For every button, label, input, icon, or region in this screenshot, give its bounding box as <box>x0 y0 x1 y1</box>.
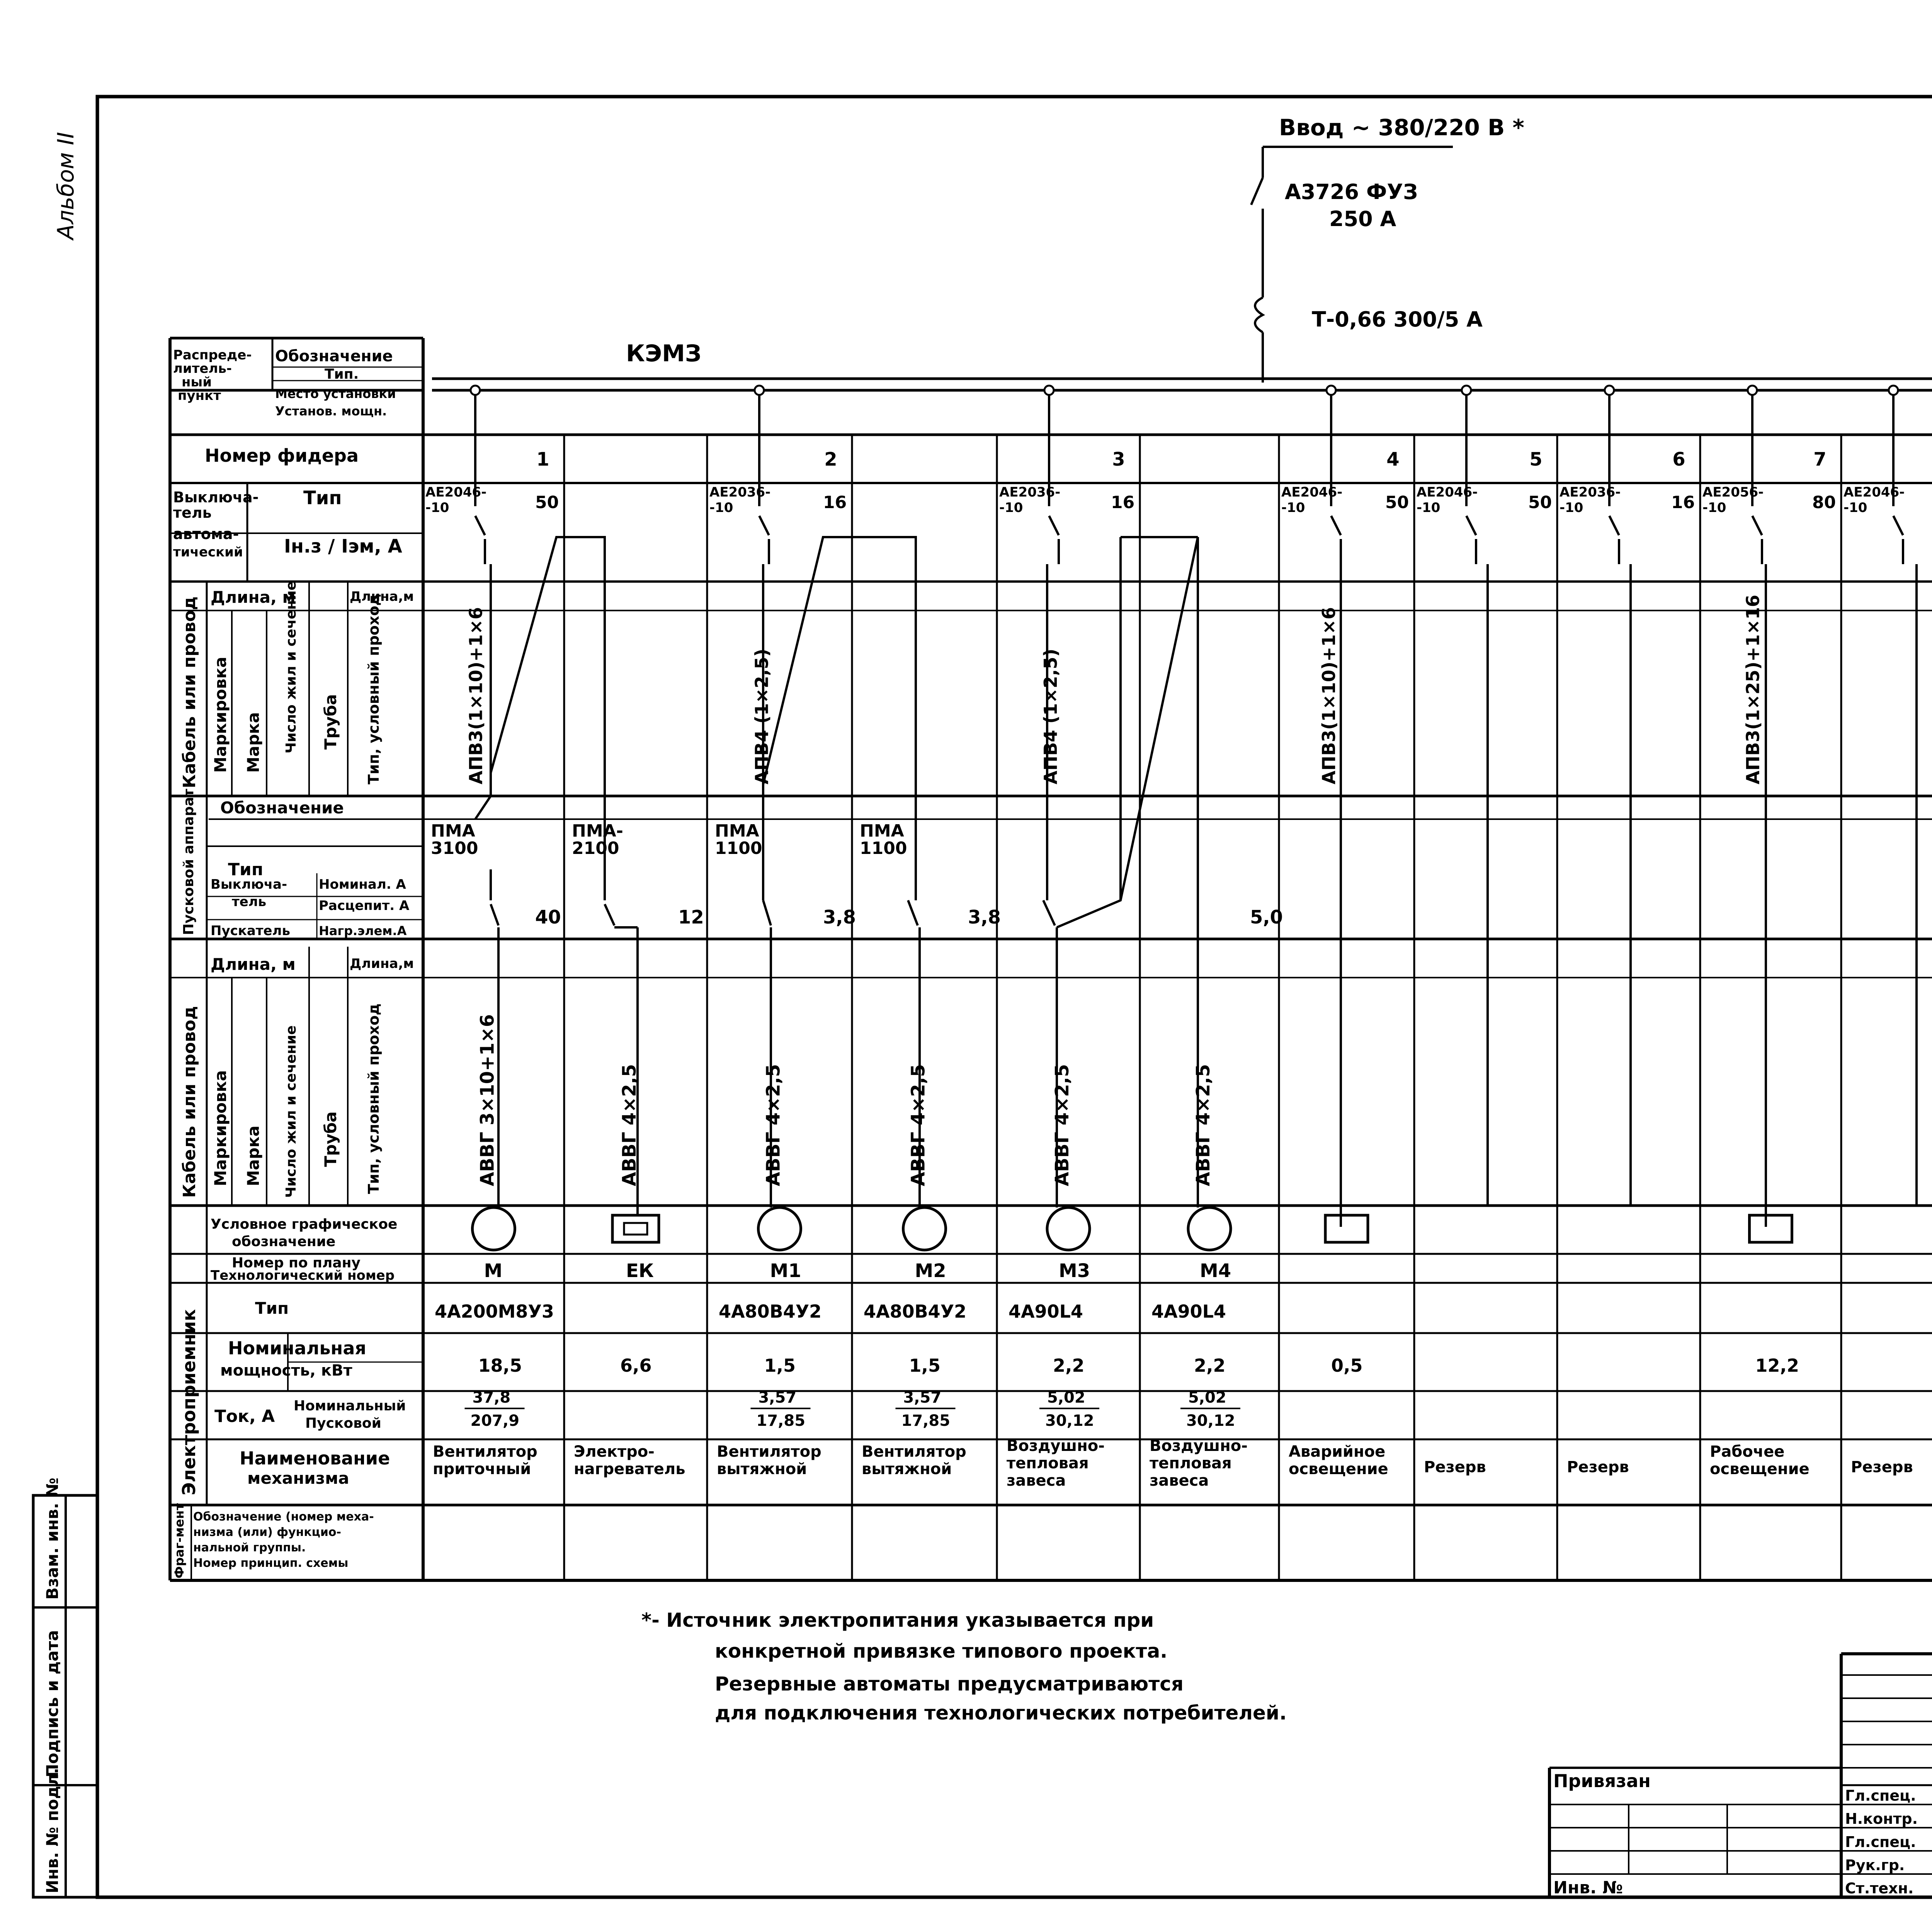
label-fragment-desc-0: Обозначение (номер меха- <box>193 1510 374 1524</box>
receiver-power: 0,5 <box>1331 1355 1363 1376</box>
label-pipe-type-1: Тип, условный проход <box>365 594 382 784</box>
breaker-type: -10 <box>1417 500 1440 515</box>
current-nominal: 5,02 <box>1047 1389 1085 1406</box>
stamp-vzam-inv: Взам. инв. № <box>43 1478 62 1600</box>
breaker-type: АЕ2056- <box>1702 485 1764 500</box>
label-cores-2: Число жил и сечение <box>283 1025 299 1198</box>
motor-symbol <box>759 1208 801 1250</box>
starter-type: ПМА <box>431 821 475 841</box>
mechanism-name: тепловая <box>1007 1454 1089 1472</box>
label-breaker-0: Выключа- <box>173 489 259 506</box>
cable-upper: АПВ4 (1×2,5) <box>751 648 772 784</box>
label-starter: Пусковой аппарат <box>181 789 197 935</box>
breaker-type: -10 <box>1702 500 1726 515</box>
feeder-number: 6 <box>1672 449 1685 470</box>
input-breaker: А3726 ФУЗ <box>1285 180 1418 204</box>
label-fragment-desc-2: нальной группы. <box>193 1541 306 1554</box>
current-start: 17,85 <box>756 1412 806 1430</box>
feeder-number: 5 <box>1529 449 1543 470</box>
receiver-type: 4А90L4 <box>1151 1301 1226 1322</box>
plan-number: М3 <box>1059 1260 1090 1282</box>
breaker-contact <box>1331 516 1341 535</box>
label-cable-2: Кабель или провод <box>180 1006 199 1198</box>
mechanism-name: Резерв <box>1851 1458 1913 1476</box>
label-dist-point-0: Распреде- <box>173 347 252 363</box>
plan-number: М <box>484 1260 503 1282</box>
label-starter-nominal: Номинал. А <box>319 877 406 892</box>
motor-symbol <box>473 1208 515 1250</box>
label-dist-power: Установ. мощн. <box>275 404 387 418</box>
breaker-contact <box>475 516 485 535</box>
album-label: Альбом II <box>53 132 79 240</box>
receiver-type: 4А200М8У3 <box>435 1301 554 1322</box>
label-dist-type: Тип. <box>325 366 359 382</box>
staff-role: Гл.спец. <box>1845 1833 1916 1850</box>
mechanism-name: завеса <box>1007 1472 1066 1490</box>
cable-upper: АПВ4 (1×2,5) <box>1040 648 1061 784</box>
label-feeder-number: Номер фидера <box>205 445 359 466</box>
cable-lower: АВВГ 4×2,5 <box>619 1064 640 1186</box>
motor-symbol <box>1188 1208 1231 1250</box>
label-brand-2: Марка <box>244 1125 263 1186</box>
bound-label: Привязан <box>1553 1770 1651 1791</box>
bus-tap <box>1605 386 1614 395</box>
label-breaker-2: автома- <box>173 526 239 543</box>
mechanism-name: вытяжной <box>717 1460 807 1478</box>
label-breaker-1: тель <box>173 504 212 521</box>
receiver-power: 1,5 <box>764 1355 796 1376</box>
stamp-inv-podl: Инв. № подл. <box>43 1768 62 1893</box>
label-plan-0: Номер по плану <box>232 1255 361 1271</box>
breaker-contact <box>1049 516 1059 535</box>
motor-symbol <box>1047 1208 1090 1250</box>
breaker-contact <box>1609 516 1619 535</box>
starter-value: 3,8 <box>968 906 1001 928</box>
feeder-number: 3 <box>1112 449 1125 470</box>
label-pipe-2: Труба <box>321 1111 340 1167</box>
breaker-current: 80 <box>1812 493 1836 512</box>
label-cores-1: Число жил и сечение <box>283 581 299 753</box>
mechanism-name: тепловая <box>1150 1454 1232 1472</box>
label-power-0: Номинальная <box>228 1338 366 1359</box>
motor-symbol <box>903 1208 946 1250</box>
label-length-1: Длина, м <box>211 588 296 607</box>
busbar-label: КЭМЗ <box>626 340 702 367</box>
label-starter-designation: Обозначение <box>220 798 344 817</box>
label-dist-point-1: литель- <box>173 361 232 376</box>
mechanism-name: Воздушно- <box>1150 1437 1248 1455</box>
inv-label: Инв. № <box>1553 1878 1623 1898</box>
lamp-symbol <box>1325 1215 1368 1242</box>
current-nominal: 3,57 <box>903 1389 942 1406</box>
label-fragment-desc-3: Номер принцип. схемы <box>193 1556 349 1570</box>
starter-value: 12 <box>678 906 704 928</box>
breaker-current: 16 <box>823 493 847 512</box>
label-dist-point-2: ный <box>182 374 212 390</box>
feeder-number: 4 <box>1386 449 1400 470</box>
label-mech-name-0: Наименование <box>240 1448 390 1469</box>
current-start: 30,12 <box>1045 1412 1094 1430</box>
bus-tap <box>471 386 480 395</box>
label-symbol-1: обозначение <box>232 1234 336 1250</box>
breaker-current: 50 <box>535 493 559 512</box>
label-marking-1: Маркировка <box>211 656 230 773</box>
label-marking-2: Маркировка <box>211 1070 230 1186</box>
current-nominal: 3,57 <box>758 1389 797 1406</box>
cable-upper: АПВ3(1×10)+1×6 <box>1318 607 1339 784</box>
label-fragment-desc-1: низма (или) функцио- <box>193 1526 341 1539</box>
receiver-type: 4А80В4У2 <box>864 1301 967 1322</box>
input-section <box>1251 114 1524 383</box>
label-starter-starter: Пускатель <box>211 923 290 939</box>
breaker-type: -10 <box>1844 500 1867 515</box>
starter-type: ПМА- <box>572 821 623 841</box>
label-starter-switch-0: Выключа- <box>211 877 287 892</box>
mechanism-name: Вентилятор <box>717 1443 821 1461</box>
input-label: Ввод ~ 380/220 В * <box>1279 114 1524 141</box>
mechanism-name: вытяжной <box>862 1460 952 1478</box>
current-start: 17,85 <box>901 1412 951 1430</box>
breaker-type: АЕ2046- <box>1417 485 1478 500</box>
breaker-type: -10 <box>709 500 733 515</box>
starter-contact <box>908 900 918 925</box>
breaker-type: АЕ2036- <box>999 485 1061 500</box>
label-starter-switch-1: тель <box>232 894 267 910</box>
heater-symbol <box>612 1215 659 1242</box>
breaker-type: АЕ2036- <box>709 485 771 500</box>
breaker-type: АЕ2036- <box>1560 485 1621 500</box>
receiver-power: 12,2 <box>1755 1355 1799 1376</box>
cable-lower: АВВГ 4×2,5 <box>762 1064 784 1186</box>
starter-contact <box>491 904 498 925</box>
label-receiver: Электроприемник <box>179 1309 199 1495</box>
starter-type: 1100 <box>860 838 907 858</box>
label-plan-1: Технологический номер <box>211 1268 395 1283</box>
staff-role: Гл.спец. <box>1845 1787 1916 1804</box>
receiver-power: 6,6 <box>620 1355 652 1376</box>
mechanism-name: освещение <box>1289 1460 1388 1478</box>
plan-number: М1 <box>770 1260 801 1282</box>
bus-tap <box>1327 386 1336 395</box>
mechanism-name: Электро- <box>574 1443 655 1461</box>
cable-lower: АВВГ 4×2,5 <box>1051 1064 1073 1186</box>
label-current-start: Пусковой <box>305 1415 381 1431</box>
label-dist-designation: Обозначение <box>275 347 393 365</box>
receiver-type: 4А90L4 <box>1009 1301 1083 1322</box>
wire <box>475 796 491 819</box>
breaker-type: АЕ2046- <box>425 485 487 500</box>
receiver-type: 4А80В4У2 <box>719 1301 822 1322</box>
label-dist-point-3: пункт <box>178 388 221 403</box>
mechanism-name: Резерв <box>1567 1458 1629 1476</box>
cable-lower: АВВГ 4×2,5 <box>1192 1064 1214 1186</box>
starter-contact <box>1043 900 1055 925</box>
current-nominal: 37,8 <box>472 1389 511 1406</box>
label-power-1: мощность, кВт <box>220 1362 352 1379</box>
current-nominal: 5,02 <box>1188 1389 1226 1406</box>
label-breaker-type: Тип <box>303 487 342 509</box>
receiver-power: 2,2 <box>1194 1355 1226 1376</box>
staff-role: Н.контр. <box>1845 1810 1918 1827</box>
bus-tap <box>1044 386 1054 395</box>
note-line-0: *- Источник электропитания указывается при <box>641 1609 1154 1631</box>
receiver-power: 18,5 <box>478 1355 522 1376</box>
label-starter-heat: Нагр.элем.А <box>319 923 407 938</box>
starter-type: 3100 <box>431 838 478 858</box>
breaker-contact <box>1893 516 1903 535</box>
label-breaker-current: Iн.з / Iэм, А <box>284 536 402 557</box>
bus-tap <box>1748 386 1757 395</box>
input-breaker-current: 250 А <box>1329 207 1396 231</box>
starter-type: 2100 <box>572 838 619 858</box>
breaker-type: -10 <box>425 500 449 515</box>
receiver-power: 2,2 <box>1053 1355 1085 1376</box>
heater-inner <box>624 1223 647 1235</box>
feeder-number: 1 <box>536 449 549 470</box>
cable-upper: АПВ3(1×25)+1×16 <box>1742 595 1764 784</box>
plan-number: ЕК <box>626 1260 654 1282</box>
mechanism-name: освещение <box>1710 1460 1810 1478</box>
cable-upper: АПВ3(1×10)+1×6 <box>465 607 486 784</box>
label-rec-type: Тип <box>255 1299 289 1318</box>
starter-type: ПМА <box>860 821 904 841</box>
feeder-number: 2 <box>824 449 837 470</box>
label-current-nominal: Номинальный <box>294 1398 406 1414</box>
breaker-type: АЕ2046- <box>1844 485 1905 500</box>
staff-role: Рук.гр. <box>1845 1857 1905 1874</box>
busbar <box>432 340 1932 390</box>
mechanism-name: Воздушно- <box>1007 1437 1105 1455</box>
starter-contact <box>763 900 771 925</box>
breaker-type: -10 <box>1560 500 1583 515</box>
mechanism-name: Вентилятор <box>433 1443 537 1461</box>
breaker-contact <box>1752 516 1762 535</box>
breaker-current: 16 <box>1671 493 1695 512</box>
note-line-2: Резервные автоматы предусматриваются <box>715 1673 1184 1695</box>
note-line-3: для подключения технологических потребителей. <box>715 1702 1287 1724</box>
breaker-current: 16 <box>1111 493 1135 512</box>
breaker-type: -10 <box>999 500 1023 515</box>
wire <box>1057 537 1198 1208</box>
breaker-type: -10 <box>1281 500 1305 515</box>
current-start: 207,9 <box>470 1412 520 1430</box>
breaker-current: 50 <box>1385 493 1409 512</box>
starter-type: 1100 <box>715 838 762 858</box>
mechanism-name: Аварийное <box>1289 1443 1386 1461</box>
receiver-power: 1,5 <box>909 1355 940 1376</box>
label-breaker-3: тический <box>173 544 243 560</box>
mechanism-name: Резерв <box>1424 1458 1486 1476</box>
lamp-symbol <box>1750 1215 1792 1242</box>
mechanism-name: Рабочее <box>1710 1443 1785 1461</box>
note-line-1: конкретной привязке типового проекта. <box>715 1640 1168 1662</box>
starter-value: 5,0 <box>1250 906 1283 928</box>
label-dist-place: Место установки <box>275 386 396 401</box>
bus-tap <box>1889 386 1898 395</box>
stamp-sign-date: Подпись и дата <box>43 1630 62 1777</box>
label-starter-type: Тип <box>228 860 264 879</box>
staff-role: Ст.техн. <box>1845 1880 1914 1897</box>
label-cable-1: Кабель или провод <box>180 596 199 788</box>
input-ct: Т-0,66 300/5 А <box>1312 307 1483 332</box>
row-labels <box>172 347 414 1578</box>
mechanism-name: нагреватель <box>574 1460 685 1478</box>
label-symbol-0: Условное графическое <box>211 1216 398 1232</box>
breaker-contact <box>1466 516 1476 535</box>
label-pipe-1: Труба <box>321 694 340 750</box>
plan-number: М2 <box>915 1260 946 1282</box>
starter-contact <box>605 904 614 925</box>
bus-tap <box>1462 386 1471 395</box>
starter-value: 40 <box>535 906 561 928</box>
label-brand-1: Марка <box>244 712 263 773</box>
mechanism-name: приточный <box>433 1460 531 1478</box>
label-mech-name-1: механизма <box>247 1469 349 1488</box>
breaker-contact <box>759 516 769 535</box>
cable-lower: АВВГ 3×10+1×6 <box>476 1014 498 1186</box>
label-current: Ток, А <box>214 1406 275 1426</box>
label-starter-release: Расцепит. А <box>319 898 410 913</box>
label-pipe-type-2: Тип, условный проход <box>365 1003 382 1194</box>
current-start: 30,12 <box>1186 1412 1235 1430</box>
label-length-m-2: Длина,м <box>350 956 414 971</box>
mechanism-name: Вентилятор <box>862 1443 966 1461</box>
starter-value: 3,8 <box>823 906 856 928</box>
plan-number: М4 <box>1200 1260 1231 1282</box>
breaker-type: АЕ2046- <box>1281 485 1343 500</box>
label-length-2: Длина, м <box>211 955 296 974</box>
cable-lower: АВВГ 4×2,5 <box>907 1064 929 1186</box>
label-length-m-1: Длина,м <box>350 589 414 604</box>
label-fragment: Фраг-мент <box>172 1503 187 1578</box>
bus-tap <box>755 386 764 395</box>
starter-type: ПМА <box>715 821 759 841</box>
notes <box>641 1609 1287 1724</box>
breaker-current: 50 <box>1528 493 1552 512</box>
mechanism-name: завеса <box>1150 1472 1209 1490</box>
feeder-number: 7 <box>1813 449 1827 470</box>
